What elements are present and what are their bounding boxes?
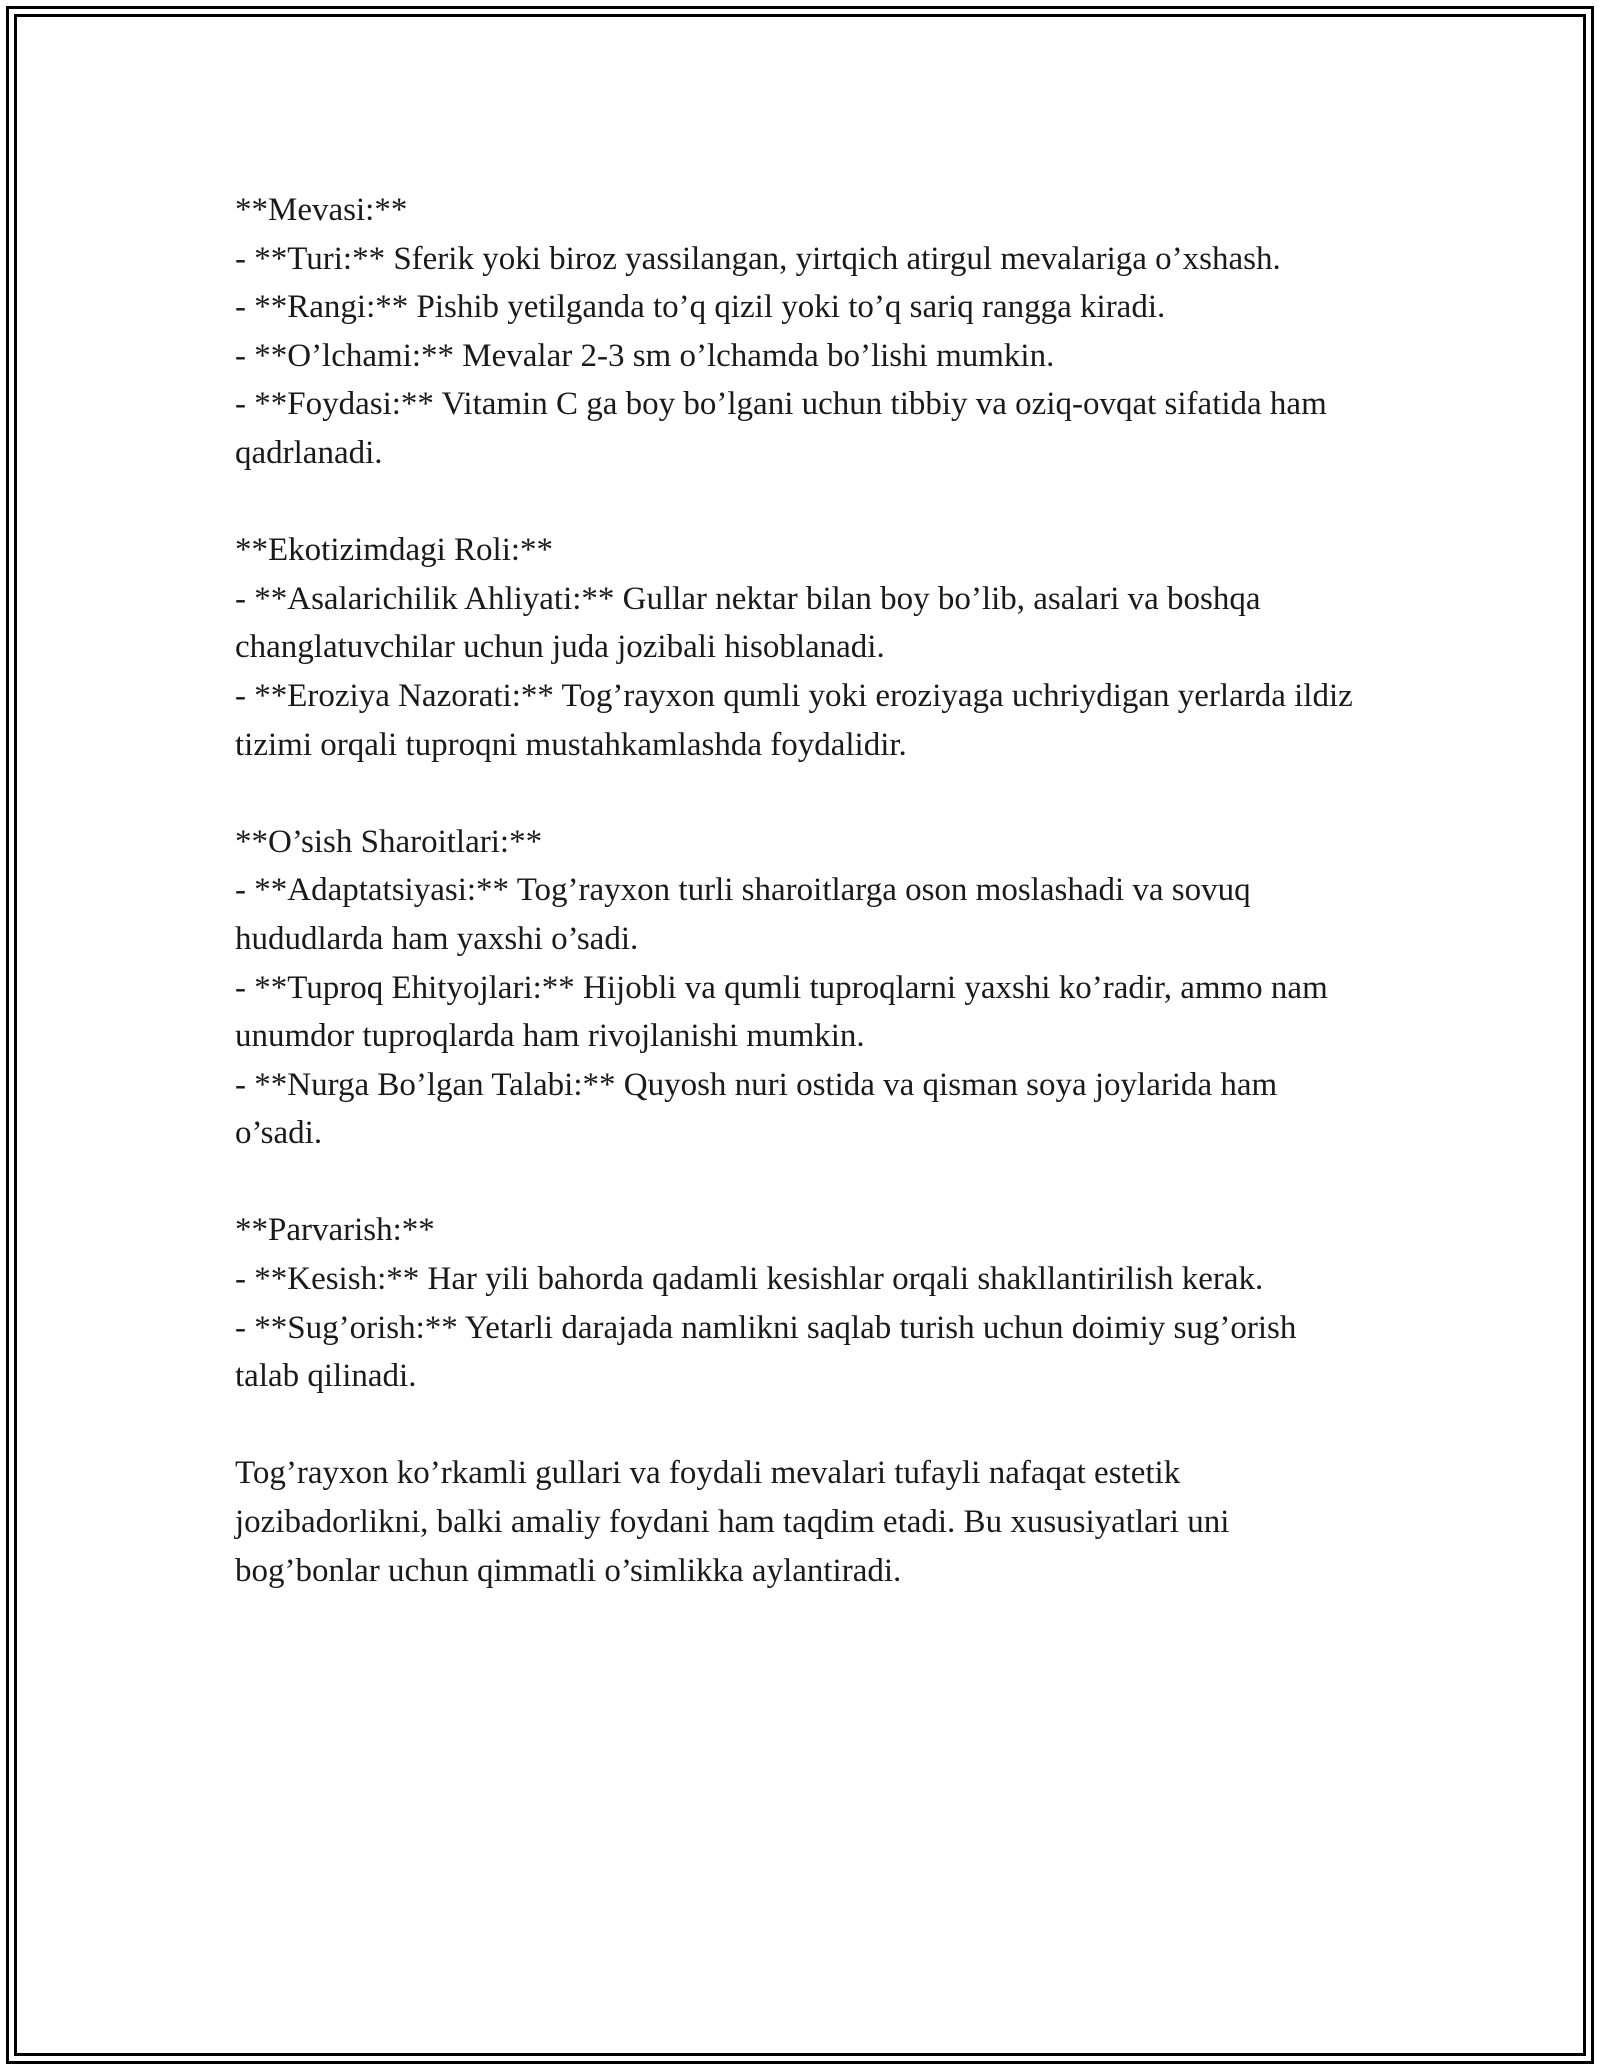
list-item: - **Adaptatsiyasi:** Tog’rayxon turli sharoitlarga oson moslashadi va sovuq hududlarda ham yaxshi o’sadi. [235,872,1251,957]
list-item: - **Foydasi:** Vitamin C ga boy bo’lgani uchun tibbiy va oziq-ovqat sifatida ham qadrlanadi. [235,386,1327,471]
list-item: - **Kesish:** Har yili bahorda qadamli kesishlar orqali shakllantirilish kerak. [235,1261,1264,1298]
list-item: - **Eroziya Nazorati:** Tog’rayxon qumli yoki eroziyaga uchriydigan yerlarda ildiz tizimi orqali tuproqni mustahkamlashda foydalidir. [235,677,1353,763]
list-item: - **Sug’orish:** Yetarli darajada namlikni saqlab turish uchun doimiy sug’orish talab qilinadi. [235,1309,1297,1395]
document-body [235,186,1365,1595]
conclusion-paragraph [235,1449,1365,1595]
list-item: - **O’lchami:** Mevalar 2-3 sm o’lchamda bo’lishi mumkin. [235,337,1055,374]
list-item: - **Turi:** Sferik yoki biroz yassilangan, yirtqich atirgul mevalariga o’xshash. [235,240,1281,277]
list-item: - **Tuproq Ehityojlari:** Hijobli va qumli tuproqlarni yaxshi ko’radir, ammo nam unumdor tuproqlarda ham rivojlanishi mumkin. [235,969,1328,1055]
list-item: - **Rangi:** Pishib yetilganda to’q qizil yoki to’q sariq rangga kiradi. [235,289,1166,326]
section-heading: **Mevasi:** [235,192,408,228]
section-heading: **O’sish Sharoitlari:** [235,823,543,860]
section-osish-sharoitlari [235,818,1365,1158]
conclusion-text: Tog’rayxon ko’rkamli gullari va foydali mevalari tufayli nafaqat estetik jozibadorlikni, balki amaliy foydani ham taqdim etadi. Bu xususiyatlari uni bog’bonlar uchun qimmatli o’simlikka aylantiradi. [235,1455,1230,1589]
list-item: - **Nurga Bo’lgan Talabi:** Quyosh nuri ostida va qisman soya joylarida ham o’sadi. [235,1066,1278,1152]
section-heading: **Parvarish:** [235,1212,435,1249]
section-parvarish [235,1206,1365,1400]
section-ekotizimdagi-roli [235,526,1365,769]
section-mevasi [235,186,1365,478]
list-item: - **Asalarichilik Ahliyati:** Gullar nektar bilan boy bo’lib, asalari va boshqa changlatuvchilar uchun juda jozibali hisoblanadi. [235,580,1261,666]
section-heading: **Ekotizimdagi Roli:** [235,532,554,569]
